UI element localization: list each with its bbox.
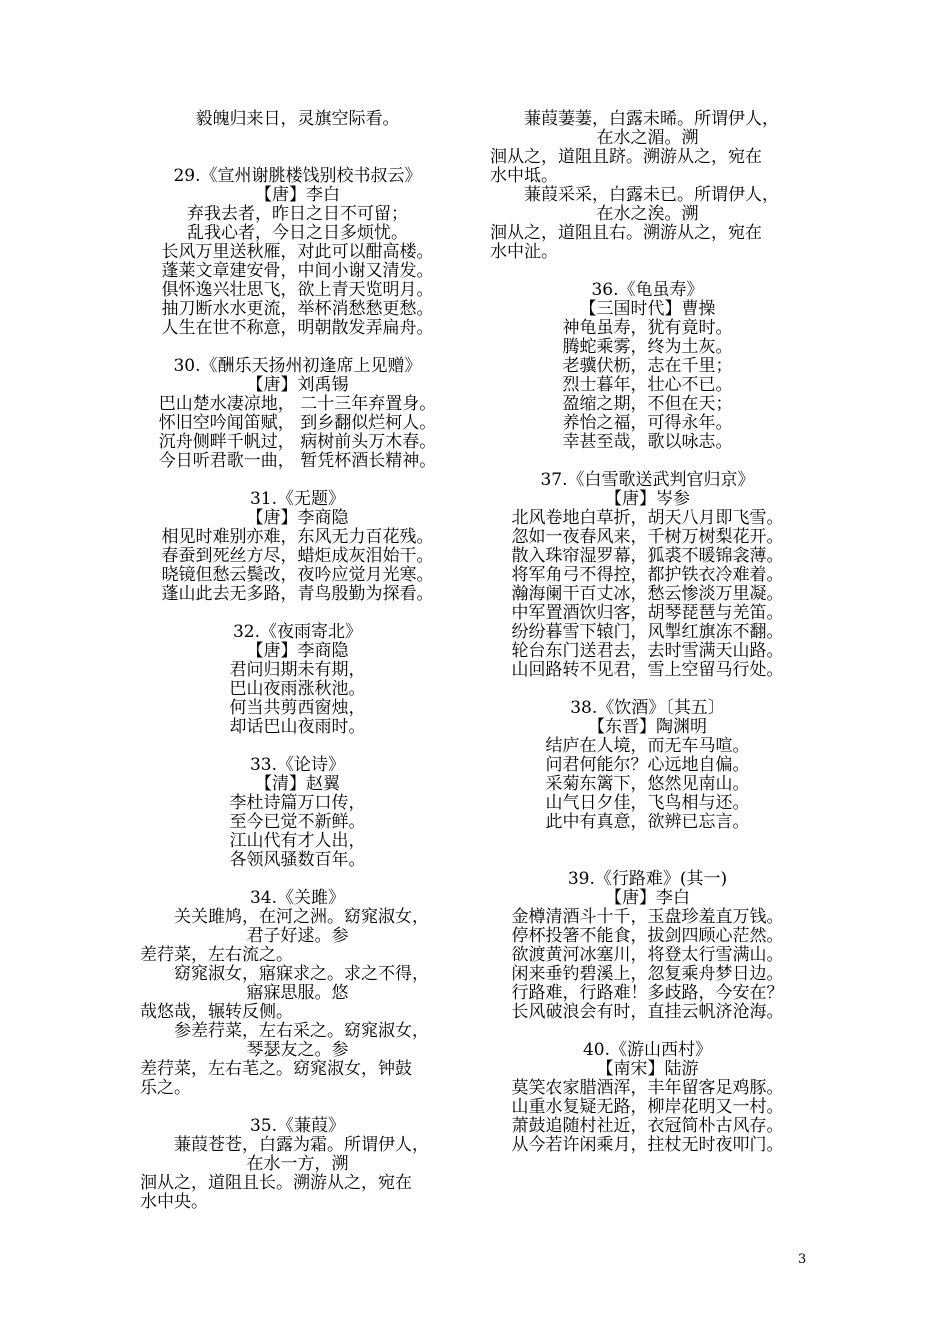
- text-line: 琴瑟友之。参: [246, 1040, 349, 1060]
- spacer: [140, 870, 455, 889]
- text-line: 纷纷暮雪下辕门，风掣红旗冻不翻。: [511, 622, 784, 642]
- text-line: 忽如一夜春风来，千树万树梨花开。: [511, 527, 784, 547]
- text-line: 相见时难别亦难，东风无力百花残。: [161, 527, 434, 547]
- spacer: [490, 1022, 805, 1041]
- page-number: 3: [798, 1252, 807, 1267]
- text-line: 32.《夜雨寄北》: [232, 622, 363, 642]
- text-line: 至今已觉不新鲜。: [229, 812, 366, 832]
- text-line: 乱我心者，今日之日多烦忧。: [187, 223, 408, 243]
- text-line: 【唐】李白: [255, 185, 340, 205]
- text-line: 却话巴山夜雨时。: [229, 717, 366, 737]
- text-line: 【唐】李商隐: [246, 508, 349, 528]
- text-line: 洄从之，道阻且长。溯游从之，宛在: [140, 1173, 412, 1193]
- text-line: 参差荇菜，左右采之。窈窕淑女，: [174, 1021, 429, 1041]
- text-line: 40.《游山西村》: [582, 1040, 713, 1060]
- text-line: 君问归期未有期，: [229, 660, 366, 680]
- text-line: 山回路转不见君，雪上空留马行处。: [511, 660, 784, 680]
- text-line: 闲来垂钓碧溪上，忽复乘舟梦日边。: [511, 964, 784, 984]
- text-line: 35.《蒹葭》: [249, 1116, 346, 1136]
- text-line: 今日听君歌一曲， 暂凭杯酒长精神。: [158, 451, 437, 471]
- text-line: 乐之。: [140, 1078, 191, 1098]
- text-line: 将军角弓不得控，都护铁衣冷难着。: [511, 565, 784, 585]
- text-line: 【东晋】陶渊明: [588, 717, 707, 737]
- text-line: 蒹葭苍苍，白露为霜。所谓伊人，: [174, 1135, 429, 1155]
- text-line: 问君何能尔？心远地自偏。: [545, 755, 750, 775]
- text-line: 结庐在人境，而无车马喧。: [545, 736, 750, 756]
- text-line: 34.《关雎》: [249, 888, 346, 908]
- text-line: 采菊东篱下，悠然见南山。: [545, 774, 750, 794]
- text-line: 幸甚至哉，歌以咏志。: [562, 432, 733, 452]
- text-line: 【清】赵翼: [255, 774, 340, 794]
- text-line: 江山代有才人出，: [229, 831, 366, 851]
- spacer: [140, 471, 455, 490]
- text-line: 神龟虽寿，犹有竟时。: [562, 318, 733, 338]
- text-line: 洄从之，道阻且跻。溯游从之，宛在: [490, 147, 762, 167]
- spacer: [490, 832, 805, 870]
- spacer: [140, 604, 455, 623]
- text-line: 差荇菜，左右芼之。窈窕淑女，钟鼓: [140, 1059, 412, 1079]
- text-line: 怀旧空吟闻笛赋， 到乡翻似烂柯人。: [158, 413, 437, 433]
- text-line: 从今若许闲乘月，拄杖无时夜叩门。: [511, 1135, 784, 1155]
- text-line: 36.《龟虽寿》: [591, 280, 704, 300]
- text-line: 长风万里送秋雁，对此可以酣高楼。: [161, 242, 434, 262]
- text-line: 欲渡黄河冰塞川，将登太行雪满山。: [511, 945, 784, 965]
- text-line: 【南宋】陆游: [596, 1059, 699, 1079]
- left-column: [140, 110, 455, 1212]
- text-line: 【三国时代】曹操: [579, 299, 716, 319]
- spacer: [140, 1098, 455, 1117]
- text-line: 抽刀断水水更流，举杯消愁愁更愁。: [161, 299, 434, 319]
- text-line: 蒹葭采采，白露未已。所谓伊人，: [524, 185, 779, 205]
- right-column: [490, 110, 805, 1155]
- text-line: 在水之湄。溯: [596, 128, 699, 148]
- text-line: 长风破浪会有时，直挂云帆济沧海。: [511, 1002, 784, 1022]
- text-line: 弃我去者，昨日之日不可留；: [187, 204, 408, 224]
- text-line: 散入珠帘湿罗幕，狐裘不暖锦衾薄。: [511, 546, 784, 566]
- text-line: 何当共剪西窗烛，: [229, 698, 366, 718]
- text-line: 俱怀逸兴壮思飞，欲上青天览明月。: [161, 280, 434, 300]
- text-line: 莫笑农家腊酒浑，丰年留客足鸡豚。: [511, 1078, 784, 1098]
- text-line: 山气日夕佳，飞鸟相与还。: [545, 793, 750, 813]
- text-line: 在水一方，溯: [246, 1154, 349, 1174]
- text-line: 蓬莱文章建安骨，中间小谢又清发。: [161, 261, 434, 281]
- text-line: 停杯投箸不能食，拔剑四顾心茫然。: [511, 926, 784, 946]
- text-line: 萧鼓追随村社近，衣冠简朴古风存。: [511, 1116, 784, 1136]
- text-line: 在水之涘。溯: [596, 204, 699, 224]
- text-line: 水中沚。: [490, 242, 558, 262]
- text-line: 烈士暮年，壮心不已。: [562, 375, 733, 395]
- text-line: 差荇菜，左右流之。: [140, 945, 293, 965]
- text-line: 巴山夜雨涨秋池。: [229, 679, 366, 699]
- text-line: 窈窕淑女，寤寐求之。求之不得，: [174, 964, 429, 984]
- spacer: [490, 452, 805, 471]
- text-line: 30.《酬乐天扬州初逢席上见赠》: [173, 356, 422, 376]
- spacer: [140, 129, 455, 167]
- spacer: [140, 737, 455, 756]
- spacer: [490, 680, 805, 699]
- text-line: 人生在世不称意，明朝散发弄扁舟。: [161, 318, 434, 338]
- text-line: 毅魄归来日，灵旗空际看。: [195, 109, 400, 129]
- text-line: 瀚海阑干百丈冰，愁云惨淡万里凝。: [511, 584, 784, 604]
- text-line: 蒹葭萋萋，白露未晞。所谓伊人，: [524, 109, 779, 129]
- text-line: 行路难，行路难！多歧路，今安在？: [511, 983, 784, 1003]
- text-line: 29.《宣州谢朓楼饯别校书叔云》: [173, 166, 422, 186]
- text-line: 养怡之福，可得永年。: [562, 413, 733, 433]
- text-line: 【唐】刘禹锡: [246, 375, 349, 395]
- text-line: 巴山楚水凄凉地， 二十三年弃置身。: [158, 394, 437, 414]
- text-line: 北风卷地白草折，胡天八月即飞雪。: [511, 508, 784, 528]
- text-line: 水中央。: [140, 1192, 208, 1212]
- spacer: [140, 338, 455, 357]
- text-line: 【唐】李商隐: [246, 641, 349, 661]
- spacer: [490, 262, 805, 281]
- text-line: 哉悠哉，辗转反侧。: [140, 1002, 293, 1022]
- text-line: 【唐】岑参: [605, 489, 690, 509]
- text-line: 洄从之，道阻且右。溯游从之，宛在: [490, 223, 762, 243]
- text-line: 此中有真意，欲辨已忘言。: [545, 812, 750, 832]
- text-line: 各领风骚数百年。: [229, 850, 366, 870]
- text-line: 老骥伏枥，志在千里；: [562, 356, 733, 376]
- text-line: 37.《白雪歌送武判官归京》: [540, 470, 755, 490]
- text-line: 关关雎鸠，在河之洲。窈窕淑女，: [174, 907, 429, 927]
- text-line: 中军置酒饮归客，胡琴琵琶与羌笛。: [511, 603, 784, 623]
- text-line: 轮台东门送君去，去时雪满天山路。: [511, 641, 784, 661]
- text-line: 38.《饮酒》〔其五〕: [570, 698, 725, 718]
- text-line: 盈缩之期，不但在天；: [562, 394, 733, 414]
- text-line: 沉舟侧畔千帆过， 病树前头万木春。: [158, 432, 437, 452]
- text-line: 31.《无题》: [249, 489, 346, 509]
- text-line: 39.《行路难》(其一): [567, 869, 728, 889]
- text-line: 【唐】李白: [605, 888, 690, 908]
- text-line: 山重水复疑无路，柳岸花明又一村。: [511, 1097, 784, 1117]
- text-line: 春蚕到死丝方尽，蜡炬成灰泪始干。: [161, 546, 434, 566]
- text-line: 蓬山此去无多路，青鸟殷勤为探看。: [161, 584, 434, 604]
- text-line: 晓镜但愁云鬓改，夜吟应觉月光寒。: [161, 565, 434, 585]
- text-line: 君子好逑。参: [246, 926, 349, 946]
- text-line: 腾蛇乘雾，终为土灰。: [562, 337, 733, 357]
- text-line: 金樽清酒斗十千，玉盘珍羞直万钱。: [511, 907, 784, 927]
- text-line: 李杜诗篇万口传，: [229, 793, 366, 813]
- text-line: 33.《论诗》: [249, 755, 346, 775]
- text-line: 水中坻。: [490, 166, 558, 186]
- text-line: 寤寐思服。悠: [246, 983, 349, 1003]
